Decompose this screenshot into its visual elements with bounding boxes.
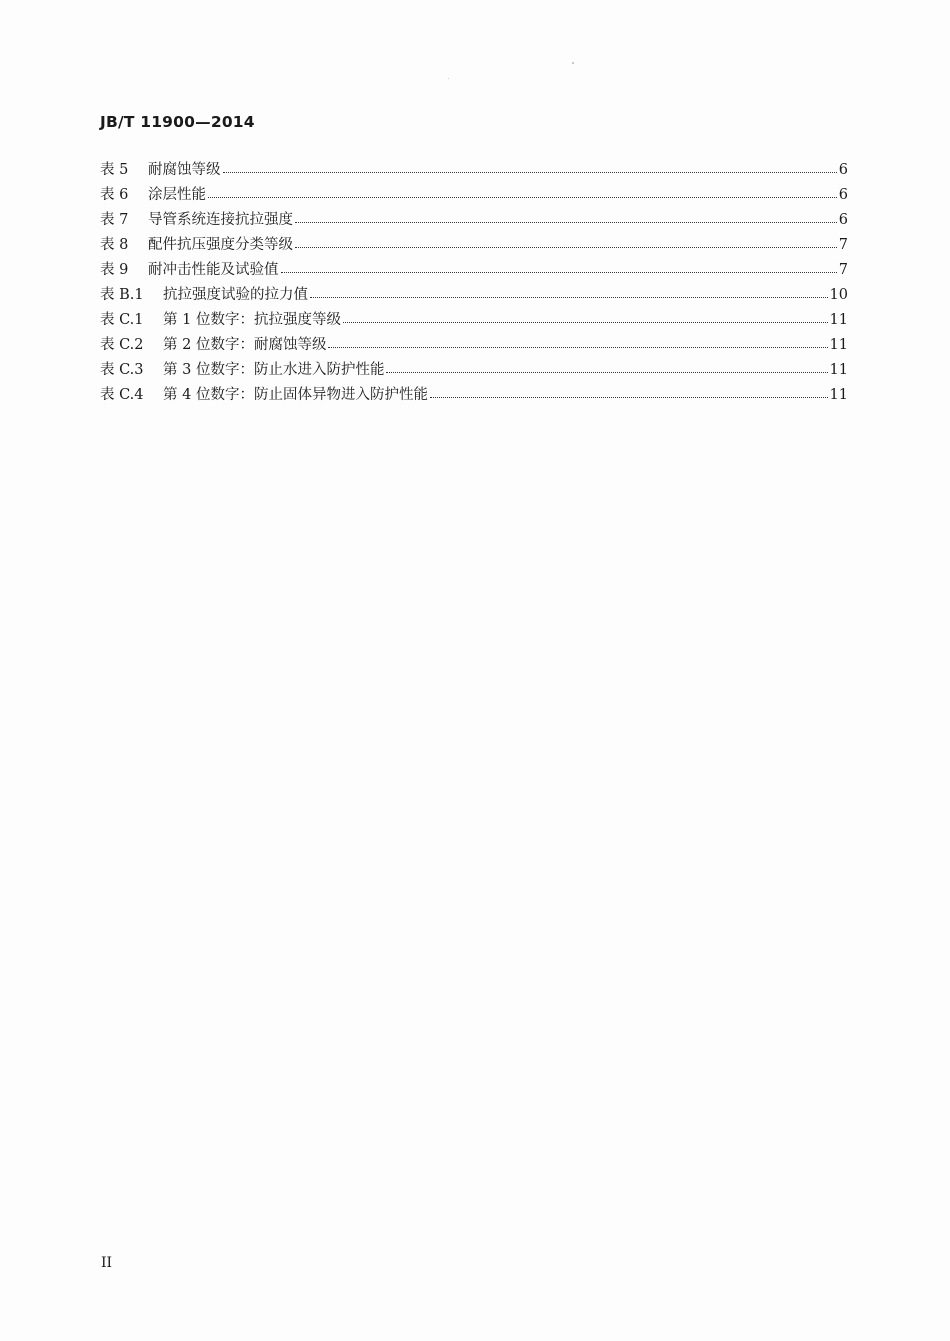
toc-entry-number: 表 C.3	[100, 362, 144, 378]
toc-dot-leader	[281, 272, 837, 273]
page-number-footer: II	[101, 1255, 113, 1271]
toc-entry-number: 表 C.2	[100, 337, 144, 353]
toc-entry-page: 6	[838, 212, 848, 228]
toc-entry-number: 表 C.1	[100, 312, 144, 328]
toc-entry-title: 第 4 位数字：防止固体异物进入防护性能	[163, 387, 428, 403]
toc-entry[interactable]	[100, 283, 848, 308]
toc-entry-page: 7	[838, 262, 848, 278]
toc-dot-leader	[310, 297, 828, 298]
toc-dot-leader	[343, 322, 828, 323]
toc-entry-number: 表 9	[100, 262, 129, 278]
toc-entry[interactable]	[100, 208, 848, 233]
toc-dot-leader	[295, 247, 837, 248]
toc-entry-page: 10	[829, 287, 848, 303]
scan-speck	[572, 62, 574, 64]
toc-entry-title: 配件抗压强度分类等级	[148, 237, 293, 253]
toc-entry[interactable]	[100, 183, 848, 208]
toc-entry-page: 6	[838, 162, 848, 178]
toc-entry-title: 第 2 位数字：耐腐蚀等级	[163, 337, 327, 353]
toc-entry-number: 表 8	[100, 237, 129, 253]
toc-entry[interactable]	[100, 233, 848, 258]
toc-entry[interactable]	[100, 383, 848, 408]
toc-entry[interactable]	[100, 308, 848, 333]
toc-entry-title: 第 3 位数字：防止水进入防护性能	[163, 362, 385, 378]
toc-entry-page: 11	[829, 387, 848, 403]
toc-entry-page: 6	[838, 187, 848, 203]
toc-entry-number: 表 C.4	[100, 387, 144, 403]
toc-entry[interactable]	[100, 358, 848, 383]
toc-dot-leader	[386, 372, 827, 373]
toc-entry-title: 导管系统连接抗拉强度	[148, 212, 293, 228]
standard-code-header: JB/T 11900—2014	[100, 113, 255, 131]
toc-entry-number: 表 5	[100, 162, 129, 178]
toc-dot-leader	[328, 347, 827, 348]
toc-dot-leader	[208, 197, 837, 198]
table-of-contents-list	[100, 158, 848, 408]
toc-entry[interactable]	[100, 158, 848, 183]
toc-entry-number: 表 6	[100, 187, 129, 203]
toc-entry-title: 抗拉强度试验的拉力值	[163, 287, 308, 303]
toc-entry-number: 表 B.1	[100, 287, 144, 303]
toc-entry[interactable]	[100, 333, 848, 358]
toc-entry-title: 耐冲击性能及试验值	[148, 262, 279, 278]
toc-dot-leader	[430, 397, 828, 398]
toc-dot-leader	[223, 172, 837, 173]
toc-entry[interactable]	[100, 258, 848, 283]
toc-entry-title: 耐腐蚀等级	[148, 162, 221, 178]
toc-entry-page: 11	[829, 312, 848, 328]
toc-entry-page: 11	[829, 362, 848, 378]
toc-entry-title: 涂层性能	[148, 187, 206, 203]
scan-speck	[448, 78, 449, 79]
toc-entry-page: 11	[829, 337, 848, 353]
toc-dot-leader	[295, 222, 837, 223]
toc-entry-number: 表 7	[100, 212, 129, 228]
toc-entry-page: 7	[838, 237, 848, 253]
toc-entry-title: 第 1 位数字：抗拉强度等级	[163, 312, 341, 328]
